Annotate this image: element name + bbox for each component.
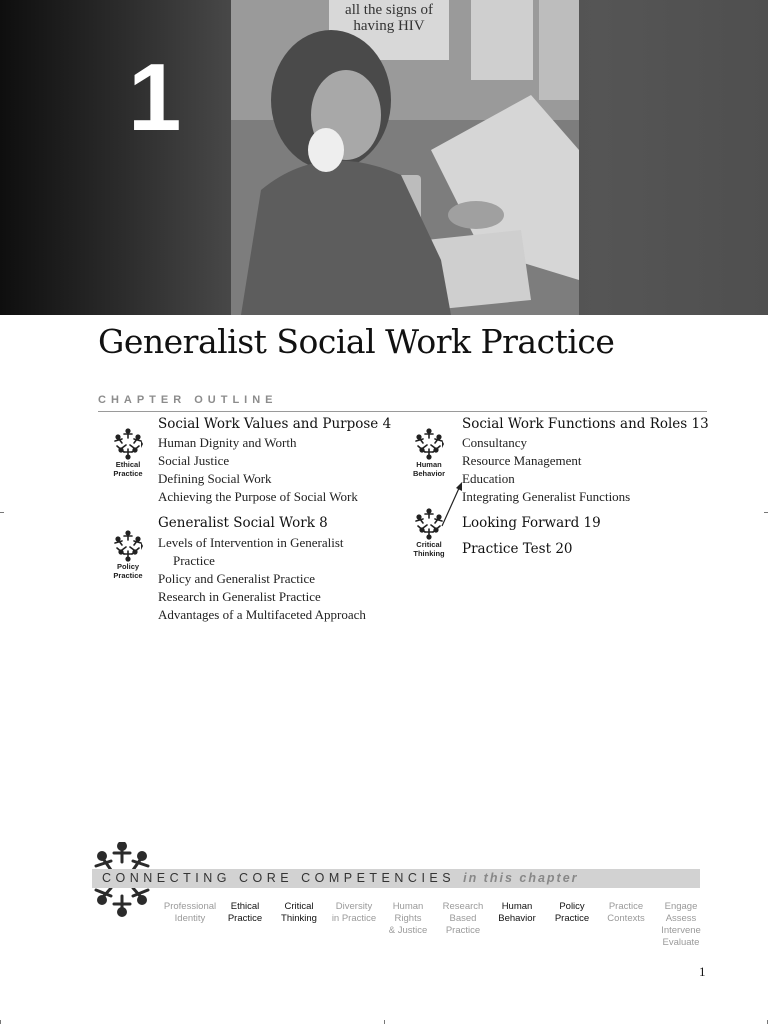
chapter-number: 1 <box>128 44 182 151</box>
core-competencies-heading <box>102 871 579 885</box>
core-competency-item <box>325 901 383 925</box>
core-competency-label: Identity <box>174 913 206 924</box>
core-competency-item <box>379 901 437 937</box>
crop-mark <box>0 512 4 513</box>
crop-mark <box>0 1020 1 1024</box>
core-competency-label: in Practice <box>331 913 377 924</box>
core-competency-label: Policy <box>559 901 585 912</box>
core-competency-label: Practice <box>608 901 644 912</box>
core-competency-item <box>161 901 219 925</box>
core-competency-label: Diversity <box>335 901 373 912</box>
competency-policy-practice <box>106 530 150 580</box>
competency-label-line1: Ethical <box>115 460 141 469</box>
competency-label-line1: Policy <box>116 562 140 571</box>
core-competencies-title: CONNECTING CORE COMPETENCIES <box>102 871 456 885</box>
core-competency-item <box>652 901 710 949</box>
competency-label-line2: Behavior <box>412 469 446 478</box>
outline-left-column <box>158 416 391 624</box>
core-competency-label: Critical <box>284 901 314 912</box>
core-competency-label: Ethical <box>230 901 260 912</box>
outline-divider <box>98 411 707 412</box>
core-competency-label: Contexts <box>607 913 645 924</box>
person-on-phone-illustration <box>231 0 579 315</box>
people-circle-icon <box>113 530 143 562</box>
outline-item: Social Justice <box>158 453 230 468</box>
core-competency-label: Practice <box>227 913 263 924</box>
poster-line-1: all the signs of <box>345 2 433 18</box>
chapter-outline-label: CHAPTER OUTLINE <box>98 394 278 406</box>
outline-section-heading: Generalist Social Work 8 <box>158 515 328 531</box>
core-competency-item <box>434 901 492 937</box>
crop-mark <box>764 512 768 513</box>
core-competency-item <box>597 901 655 925</box>
outline-item: Advantages of a Multifaceted Approach <box>158 607 366 622</box>
core-competency-label: Professional <box>163 901 217 912</box>
competency-human-behavior <box>407 428 451 478</box>
core-competency-item <box>543 901 601 925</box>
crop-mark <box>384 1020 385 1024</box>
outline-section-heading: Social Work Values and Purpose 4 <box>158 416 392 432</box>
core-competency-label: Research <box>442 901 484 912</box>
competency-label-line2: Practice <box>113 571 143 580</box>
outline-item-continued: Practice <box>173 553 215 568</box>
outline-item: Human Dignity and Worth <box>158 435 297 450</box>
page-number: 1 <box>699 964 706 979</box>
core-competency-label: Assess <box>665 913 697 924</box>
people-circle-icon <box>414 428 444 460</box>
outline-section-heading: Looking Forward 19 <box>462 515 601 531</box>
core-competencies-subtitle: in this chapter <box>463 871 579 885</box>
core-competency-label: Intervene <box>661 925 701 936</box>
people-circle-icon <box>113 428 143 460</box>
outline-item: Resource Management <box>462 453 582 468</box>
core-competency-item <box>216 901 274 925</box>
outline-item: Consultancy <box>462 435 527 450</box>
core-competency-label: Practice <box>554 913 590 924</box>
core-competency-label: Human <box>392 901 424 912</box>
core-competency-label: Behavior <box>498 913 536 924</box>
core-competency-label: Practice <box>445 925 481 936</box>
core-competency-item <box>270 901 328 925</box>
chapter-photo <box>231 0 579 315</box>
core-competency-label: Engage <box>664 901 698 912</box>
chapter-title: Generalist Social Work Practice <box>98 322 615 361</box>
outline-item: Defining Social Work <box>158 471 272 486</box>
outline-item: Education <box>462 471 515 486</box>
outline-item: Levels of Intervention in Generalist <box>158 535 344 550</box>
core-competency-label: Rights <box>394 913 422 924</box>
outline-right-column <box>462 416 709 557</box>
outline-item: Achieving the Purpose of Social Work <box>158 489 358 504</box>
poster-line-2: having HIV <box>353 18 425 34</box>
core-competency-label: Based <box>449 913 477 924</box>
core-competency-item <box>488 901 546 925</box>
competency-label-line2: Practice <box>113 469 143 478</box>
outline-section-heading: Practice Test 20 <box>462 541 573 557</box>
outline-item: Research in Generalist Practice <box>158 589 321 604</box>
competency-label-line1: Human <box>416 460 442 469</box>
core-competency-label: Human <box>501 901 533 912</box>
core-competency-label: Thinking <box>281 913 317 924</box>
core-competency-label: & Justice <box>388 925 428 936</box>
competency-ethical-practice <box>106 428 150 478</box>
outline-item: Integrating Generalist Functions <box>462 489 631 504</box>
competency-label-line1: Critical <box>416 540 442 549</box>
outline-item: Policy and Generalist Practice <box>158 571 316 586</box>
outline-section-heading: Social Work Functions and Roles 13 <box>462 416 709 432</box>
competency-label-line2: Thinking <box>413 549 445 558</box>
core-competency-label: Evaluate <box>662 937 700 948</box>
